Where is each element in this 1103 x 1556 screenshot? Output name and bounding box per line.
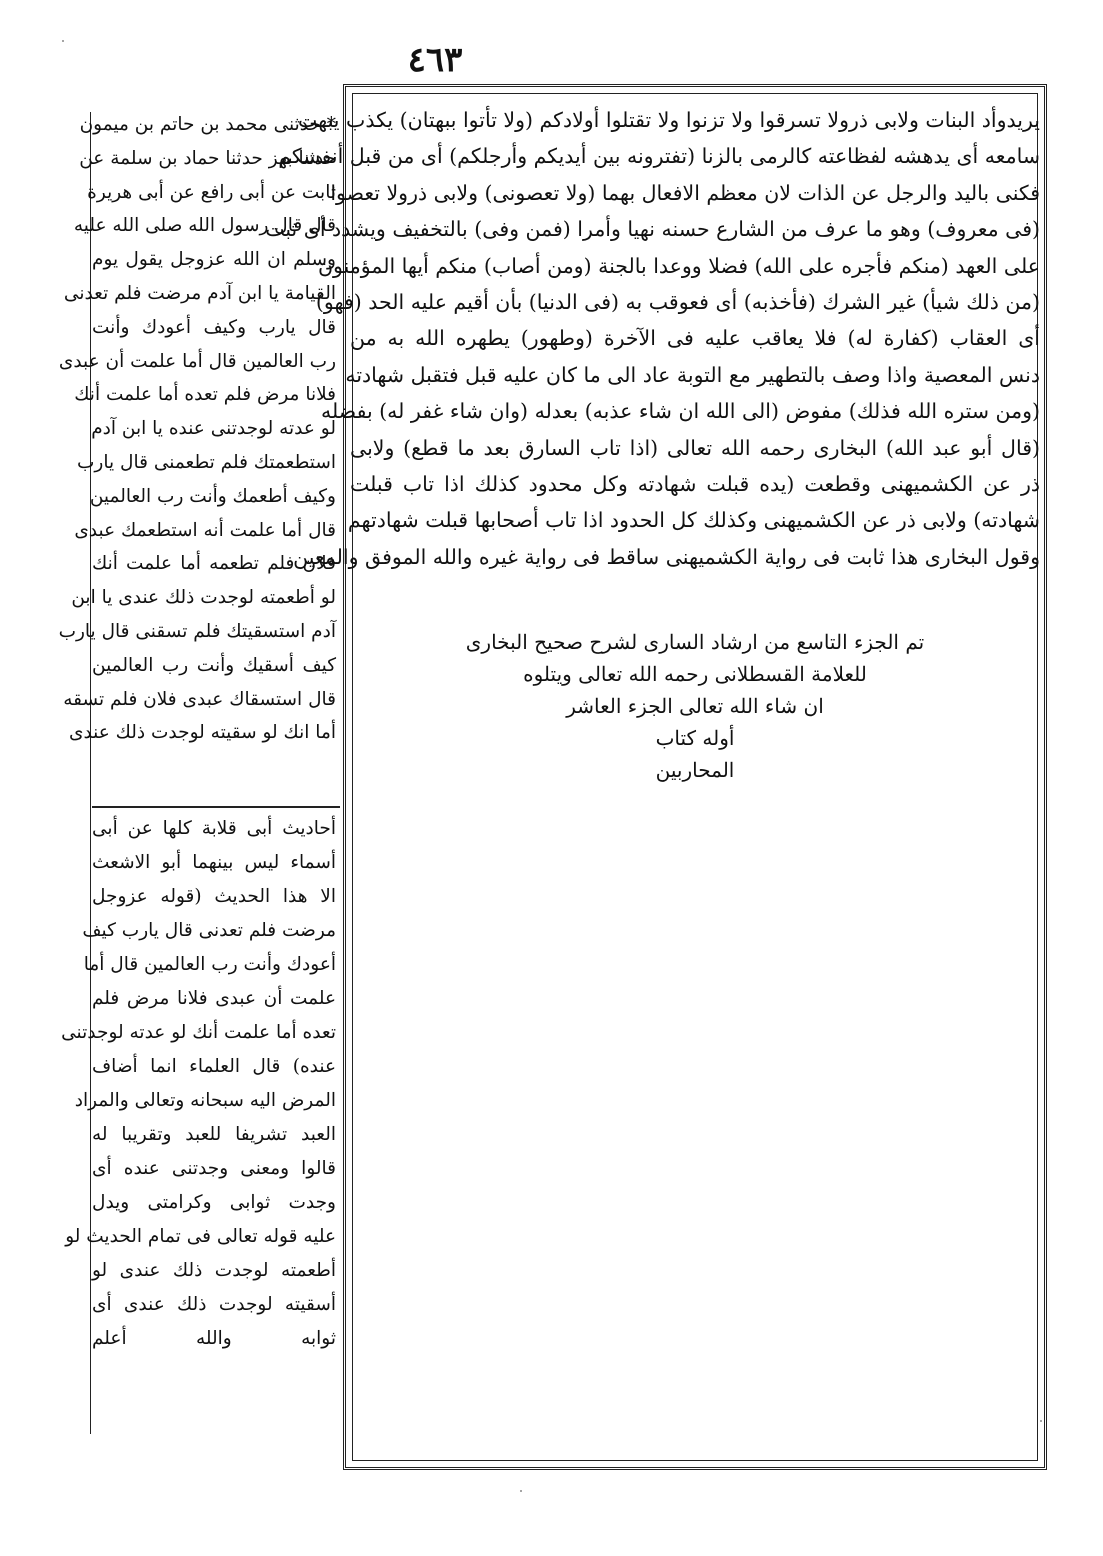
- side-commentary-line: استطعمتك فلم تطعمنى قال يارب: [77, 451, 336, 473]
- side-commentary-line: أما انك لو سقيته لوجدت ذلك عندى: [68, 722, 336, 744]
- side-commentary-line: علمت أن عبدى فلانا مرض فلم: [92, 988, 336, 1009]
- main-text-line: (من ذلك شيأ) غير الشرك (فأخذبه) أى فعوقب به (فى الدنيا) بأن أقيم عليه الحد (فهو): [315, 290, 1040, 315]
- side-commentary-line: لو عدته لوجدتنى عنده يا ابن آدم: [91, 418, 336, 440]
- side-commentary-line: كيف أسقيك وأنت رب العالمين: [92, 654, 336, 676]
- side-commentary-line: قالوا ومعنى وجدتنى عنده أى: [92, 1158, 336, 1179]
- side-commentary-line: مرضت فلم تعدنى قال يارب كيف: [82, 920, 336, 941]
- colophon-line: المحاربين: [655, 758, 735, 782]
- scan-speck: [1040, 1420, 1042, 1422]
- main-text-block: [265, 102, 1040, 575]
- side-commentary-line: وكيف أطعمك وأنت رب العالمين: [89, 485, 336, 507]
- side-commentary-line: أعودك وأنت رب العالمين قال أما: [83, 954, 336, 975]
- side-commentary-line: قال قال رسول الله صلى الله عليه: [73, 215, 336, 237]
- side-commentary-line: ثابت عن أبى رافع عن أبى هريرة: [87, 181, 336, 203]
- side-commentary-line: فلانا مرض فلم تعده أما علمت أنك: [74, 384, 336, 406]
- side-commentary-line: وجدت ثوابى وكرامتى ويدل: [92, 1192, 336, 1213]
- side-commentary-line: قال يارب وكيف أعودك وأنت: [92, 316, 336, 338]
- side-divider: [92, 806, 340, 808]
- main-text-line: شهادته) ولابى ذر عن الكشميهنى وكذلك كل الحدود اذا تاب أصحابها قبلت شهادتهم: [347, 508, 1040, 533]
- side-commentary-line: القيامة يا ابن آدم مرضت فلم تعدنى: [63, 282, 336, 304]
- side-commentary-line: قال استسقاك عبدى فلان فلم تسقه: [63, 688, 336, 710]
- side-commentary-line: الا هذا الحديث (قوله عزوجل: [92, 886, 336, 907]
- side-commentary-line: أسماء ليس بينهما أبو الاشعث: [92, 852, 336, 873]
- side-commentary-line: لو أطعمته لوجدت ذلك عندى يا ابن: [71, 587, 336, 609]
- side-commentary-upper: [58, 108, 336, 750]
- main-text-line: (ومن ستره الله فذلك) مفوض (الى الله ان شاء عذبه) بعدله (وان شاء غفر له) بفضله: [321, 399, 1040, 424]
- side-commentary-lower: [61, 812, 336, 1356]
- side-commentary-line: قال أما علمت أنه استطعمك عبدى: [74, 519, 336, 541]
- side-commentary-line: رب العالمين قال أما علمت أن عبدى: [58, 350, 336, 372]
- side-commentary-line: العبد تشريفا للعبد وتقريبا له: [92, 1124, 336, 1145]
- side-commentary-line: وسلم ان الله عزوجل يقول يوم: [92, 249, 336, 271]
- page-number: ٤٦٣: [407, 40, 463, 80]
- colophon-line: تم الجزء التاسع من ارشاد السارى لشرح صحيح البخارى: [465, 630, 925, 654]
- side-commentary-line: حدثنا بهز حدثنا حماد بن سلمة عن: [79, 147, 336, 169]
- side-commentary-line: ثوابه والله أعلم: [92, 1328, 336, 1349]
- side-commentary-line: تعده أما علمت أنك لو عدته لوجدتنى: [61, 1022, 336, 1043]
- colophon-line: أوله كتاب: [655, 726, 735, 750]
- main-text-line: سامعه أى يدهشه لفظاعته كالرمى بالزنا (تفترونه بين أيديكم وأرجلكم) أى من قبل أنفسكم: [278, 144, 1040, 169]
- main-text-line: على العهد (منكم فأجره على الله) فضلا ووعدا بالجنة (ومن أصاب) منكم أيها المؤمنون: [317, 253, 1040, 278]
- side-commentary-line: فلان فلم تطعمه أما علمت أنك: [92, 553, 336, 575]
- main-text-line: أى العقاب (كفارة له) فلا يعاقب عليه فى الآخرة (وطهور) يطهره الله به من: [350, 326, 1040, 351]
- scan-speck: [520, 1490, 522, 1492]
- colophon-line: للعلامة القسطلانى رحمه الله تعالى ويتلوه: [523, 662, 867, 686]
- main-text-line: (قال أبو عبد الله) البخارى رحمه الله تعالى (اذا تاب السارق بعد ما قطع) ولابى: [350, 435, 1040, 460]
- side-commentary-line: المرض اليه سبحانه وتعالى والمراد: [74, 1090, 336, 1111]
- main-text-line: (فى معروف) وهو ما عرف من الشارع حسنه نهيا وأمرا (فمن وفى) بالتخفيف ويشدد أى ثبت: [265, 217, 1040, 242]
- side-commentary-line: أحاديث أبى قلابة كلها عن أبى: [92, 818, 336, 839]
- side-commentary-line: عنده) قال العلماء انما أضاف: [92, 1056, 336, 1077]
- side-commentary-line: أسقيته لوجدت ذلك عندى أى: [92, 1294, 336, 1315]
- colophon-line: ان شاء الله تعالى الجزء العاشر: [566, 694, 824, 718]
- main-text-line: ذر عن الكشميهنى وقطعت (يده قبلت شهادته وكل محدود كذلك اذا تاب قبلت: [350, 472, 1040, 497]
- main-text-line: وقول البخارى هذا ثابت فى رواية الكشميهنى ساقط فى رواية غيره والله الموفق والمعين: [293, 544, 1040, 569]
- main-text-line: يريدوأد البنات ولابى ذرولا تسرقوا ولا تزنوا ولا تقتلوا أولادكم (ولا تأتوا ببهتان) يكذب يبهت: [298, 108, 1040, 132]
- side-commentary-line: آدم استسقيتك فلم تسقنى قال يارب: [58, 620, 336, 642]
- side-commentary-line: * حدثنى محمد بن حاتم بن ميمون: [79, 114, 336, 135]
- main-text-line: دنس المعصية واذا وصف بالتطهير مع التوبة عاد الى ما كان عليه قبل فتقبل شهادته: [345, 362, 1040, 387]
- main-text-line: فكنى باليد والرجل عن الذات لان معظم الافعال بهما (ولا تعصونى) ولابى ذرولا تعصوا: [330, 180, 1040, 205]
- side-commentary-line: أطعمته لوجدت ذلك عندى لو: [92, 1260, 336, 1281]
- side-commentary-line: عليه قوله تعالى فى تمام الحديث لو: [65, 1226, 336, 1247]
- closing-colophon: [350, 626, 1040, 786]
- scan-speck: [62, 40, 64, 42]
